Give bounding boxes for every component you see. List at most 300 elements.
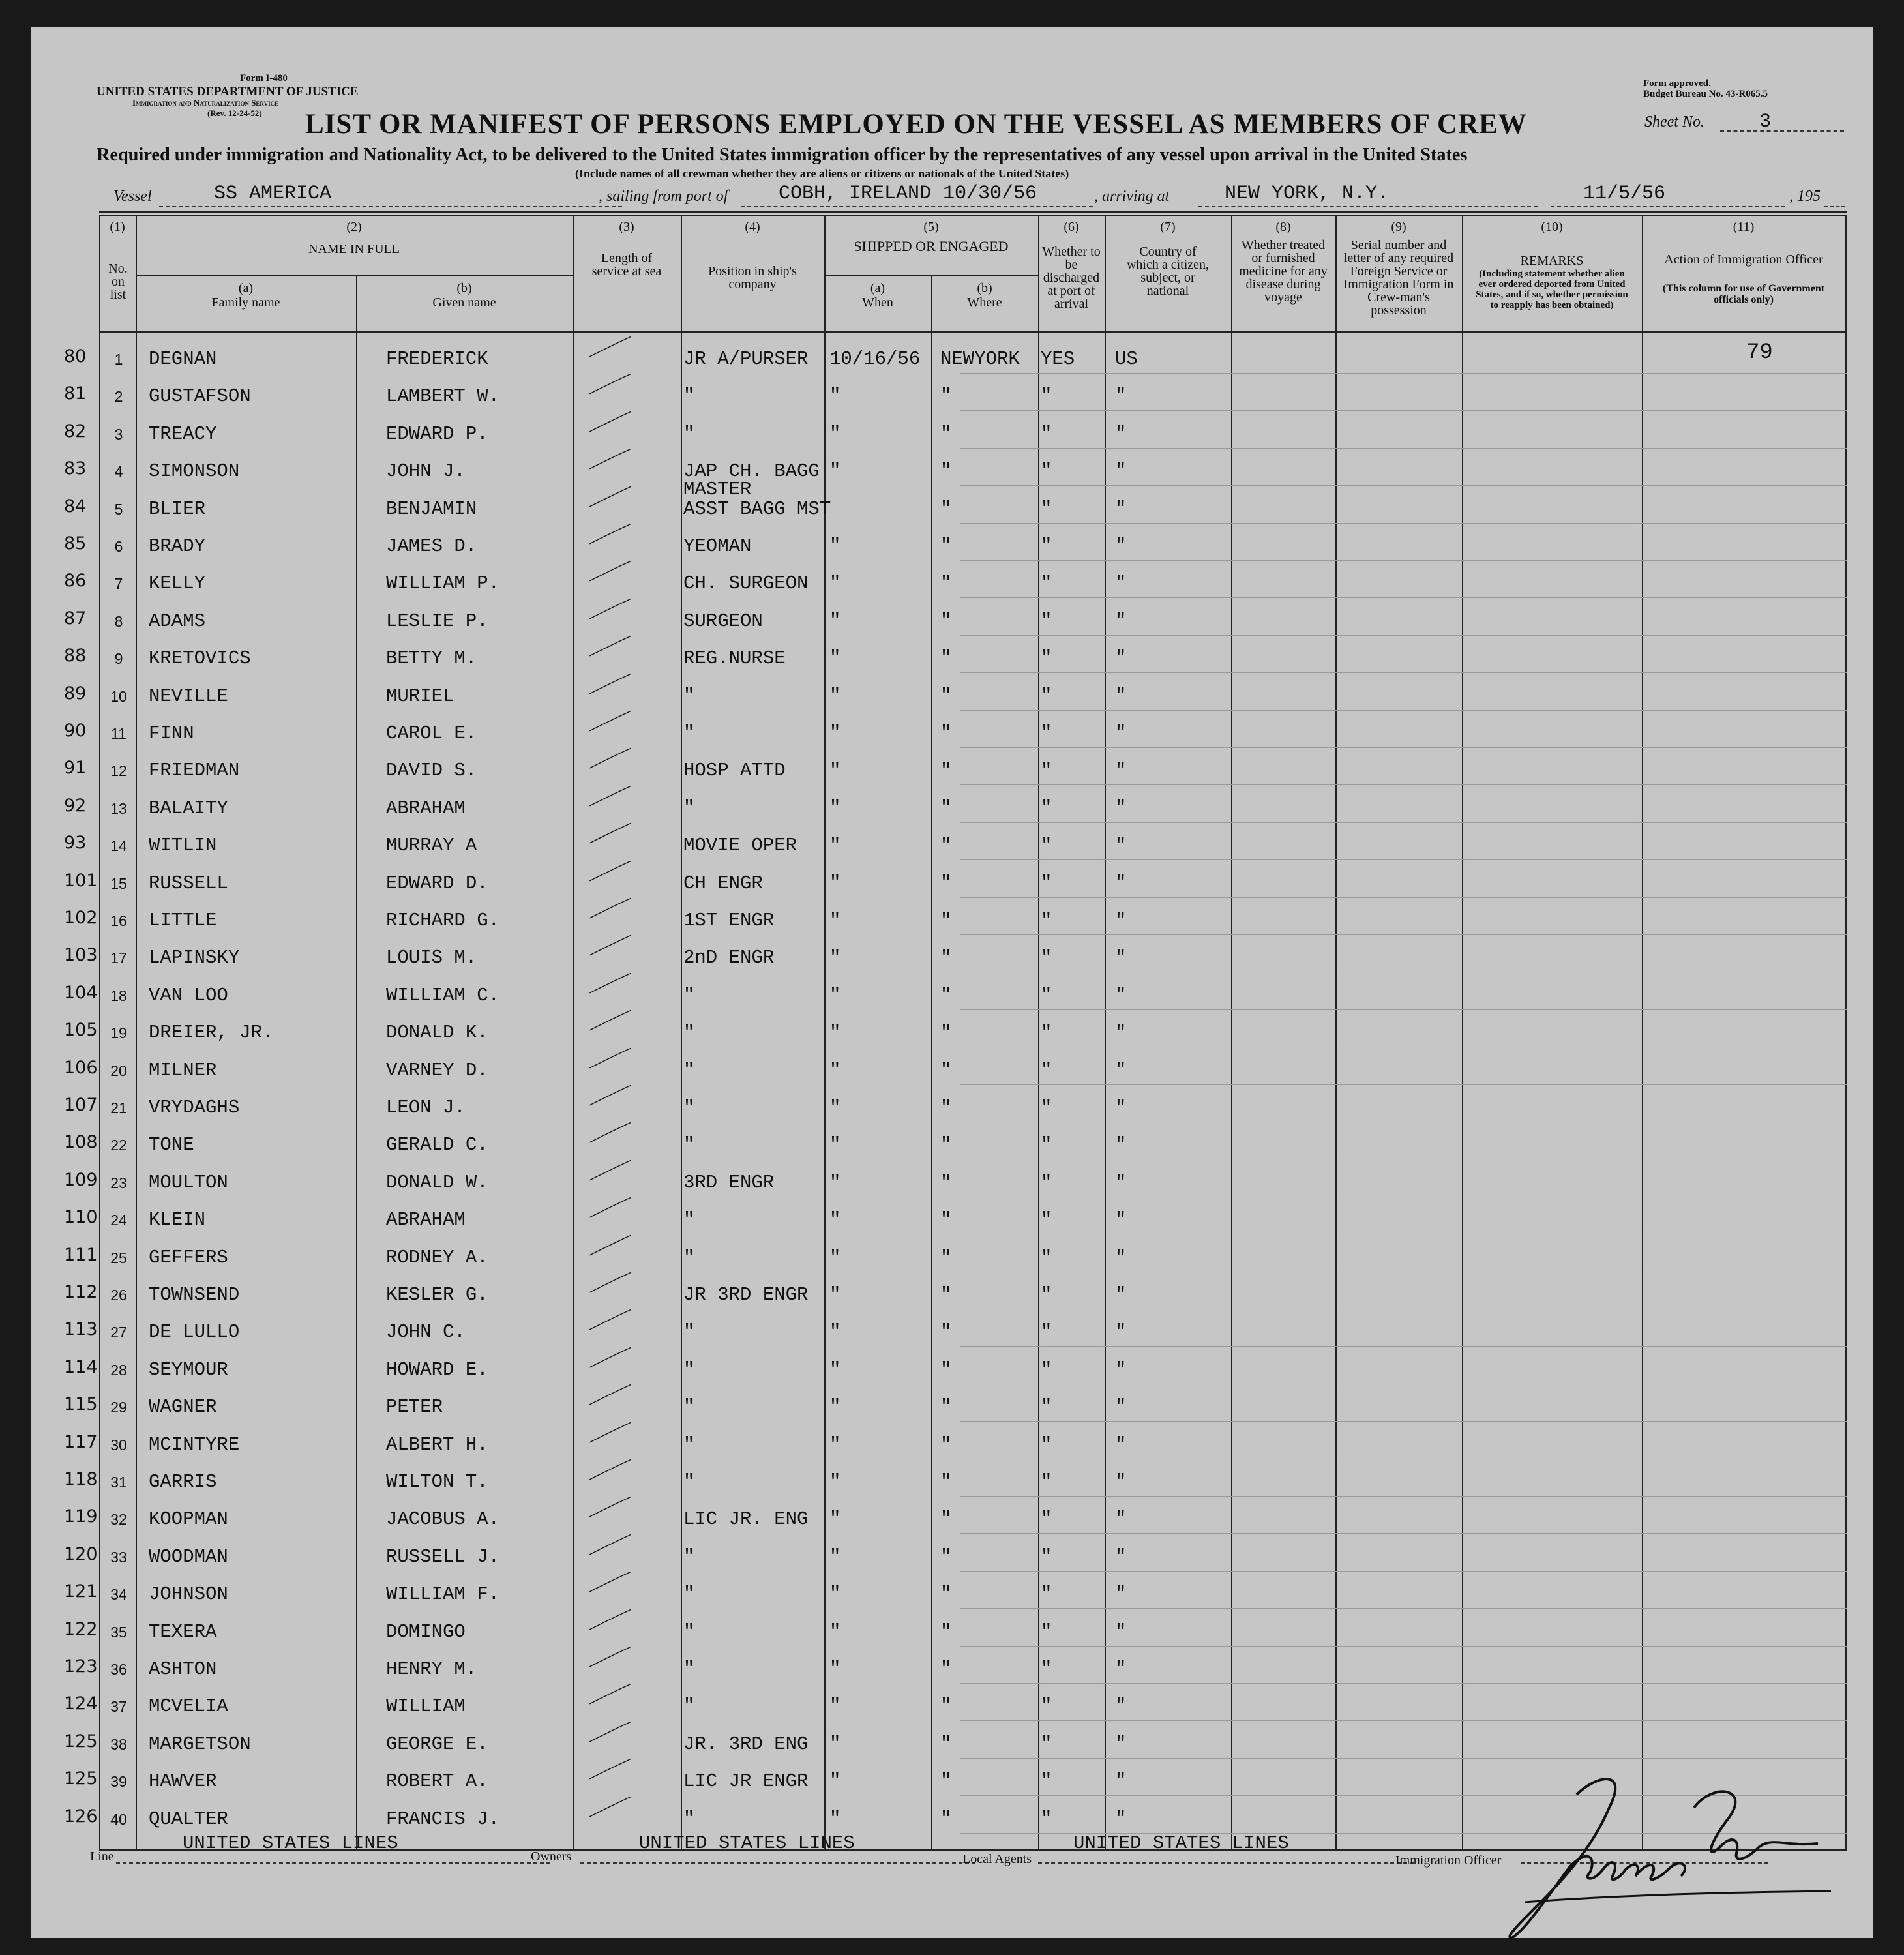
service-tick-mark: [571, 1346, 649, 1368]
cell-discharge: ": [1041, 1396, 1052, 1418]
vessel-label: Vessel: [113, 188, 152, 205]
cell-when: ": [829, 460, 841, 483]
cell-family: KRETOVICS: [149, 648, 251, 670]
cell-discharge: ": [1041, 1545, 1052, 1568]
cell-where: ": [940, 1059, 952, 1081]
vessel-name: SS AMERICA: [214, 183, 332, 205]
cell-position: JR. 3RD ENG: [683, 1733, 809, 1755]
cell-where: ": [940, 648, 952, 670]
service-tick-mark: [571, 410, 649, 432]
col5a-number: (a): [870, 281, 885, 295]
cell-discharge: ": [1041, 423, 1052, 445]
col2a-header: Family name: [211, 295, 280, 310]
cell-discharge: ": [1041, 984, 1052, 1006]
list-number: 12: [110, 762, 127, 780]
col3-header: Length of service at sea: [591, 251, 662, 278]
cell-where: ": [940, 573, 952, 595]
cell-family: GEFFERS: [149, 1246, 228, 1268]
service-tick-mark: [571, 1458, 649, 1480]
cell-discharge: ": [1041, 1695, 1052, 1718]
cell-given: ALBERT H.: [386, 1433, 488, 1455]
cell-when: ": [829, 1695, 841, 1718]
cell-when: ": [829, 423, 841, 445]
handwritten-row-number: 92: [64, 795, 87, 816]
cell-discharge: ": [1041, 1097, 1052, 1118]
cell-when: ": [829, 872, 841, 894]
cell-given: LOUIS M.: [386, 947, 477, 969]
cell-position: 1ST ENGR: [683, 910, 775, 931]
handwritten-row-number: 108: [64, 1132, 98, 1153]
cell-given: EDWARD P.: [386, 423, 488, 445]
col11-note: (This column for use of Government officials only): [1662, 283, 1825, 305]
list-number: 31: [110, 1474, 127, 1491]
col10-title: REMARKS: [1520, 254, 1584, 268]
list-number: 7: [114, 575, 123, 593]
row-rule: [960, 672, 1847, 673]
handwritten-row-number: 104: [64, 982, 98, 1003]
handwritten-row-number: 125: [64, 1731, 98, 1752]
cell-when: ": [829, 1246, 841, 1268]
form-note: (Include names of all crewman whether they are aliens or citizens or nationals of the United States): [575, 167, 1069, 180]
cell-given: WILLIAM: [386, 1695, 466, 1718]
cell-where: ": [940, 1545, 952, 1568]
cell-discharge: ": [1041, 1508, 1052, 1530]
cell-family: BRADY: [149, 535, 206, 557]
handwritten-row-number: 124: [64, 1694, 98, 1714]
cell-given: JAMES D.: [386, 535, 477, 557]
row-rule: [960, 859, 1847, 860]
handwritten-row-number: 114: [64, 1356, 98, 1377]
cell-discharge: ": [1041, 1658, 1052, 1680]
col8-number: (8): [1275, 220, 1291, 234]
cell-given: ROBERT A.: [386, 1770, 488, 1793]
cell-family: JOHNSON: [149, 1583, 228, 1605]
list-number: 30: [110, 1436, 127, 1454]
service-tick-mark: [571, 485, 649, 507]
cell-position: ": [683, 723, 695, 744]
cell-when: ": [829, 535, 841, 557]
col3-number: (3): [619, 220, 634, 234]
cell-discharge: ": [1041, 1433, 1052, 1455]
cell-where: NEWYORK: [940, 348, 1020, 370]
service-tick-mark: [571, 522, 649, 545]
cell-where: ": [940, 835, 952, 857]
service-tick-mark: [571, 747, 649, 769]
table-top-rule: [99, 211, 1847, 213]
cell-family: TEXERA: [149, 1620, 217, 1643]
cell-country: ": [1115, 385, 1127, 408]
cell-when: ": [829, 835, 841, 857]
cell-given: JOHN C.: [386, 1321, 466, 1343]
handwritten-row-number: 83: [64, 458, 87, 479]
cell-given: VARNEY D.: [386, 1059, 488, 1081]
cell-discharge: ": [1041, 1171, 1052, 1193]
handwritten-row-number: 119: [64, 1506, 98, 1527]
service-tick-mark: [571, 1159, 649, 1181]
service-tick-mark: [571, 560, 649, 582]
cell-country: ": [1115, 460, 1127, 483]
row-rule: [960, 597, 1847, 598]
cell-discharge: ": [1041, 535, 1052, 557]
list-number: 15: [110, 874, 127, 892]
cell-given: DONALD K.: [386, 1022, 488, 1044]
list-number: 38: [110, 1735, 127, 1753]
list-number: 13: [110, 799, 127, 817]
col2a-number: (a): [238, 281, 254, 295]
cell-family: ASHTON: [149, 1658, 217, 1680]
row-rule: [960, 1533, 1847, 1534]
list-number: 4: [114, 463, 123, 481]
col4-number: (4): [745, 220, 760, 234]
service-tick-mark: [571, 335, 649, 357]
cell-country: ": [1115, 1808, 1127, 1830]
service-tick-mark: [571, 1009, 649, 1031]
department-name: UNITED STATES DEPARTMENT OF JUSTICE: [97, 85, 359, 98]
cell-country: ": [1115, 1733, 1127, 1755]
cell-position: ": [683, 1209, 695, 1231]
col11-number: (11): [1733, 220, 1755, 234]
cell-discharge: ": [1041, 610, 1052, 632]
cell-when: ": [829, 1209, 841, 1231]
cell-given: DAVID S.: [386, 760, 477, 782]
cell-country: ": [1115, 872, 1127, 894]
row-rule: [960, 1608, 1847, 1609]
cell-position: LIC JR ENGR: [683, 1770, 809, 1793]
cell-discharge: ": [1041, 797, 1052, 819]
cell-country: ": [1115, 797, 1127, 819]
cell-where: ": [940, 1246, 952, 1268]
cell-given: KESLER G.: [386, 1284, 488, 1306]
cell-given: BETTY M.: [386, 648, 477, 670]
cell-country: ": [1115, 610, 1127, 632]
col9-number: (9): [1391, 220, 1406, 234]
handwritten-row-number: 110: [64, 1207, 98, 1228]
cell-when: ": [829, 1171, 841, 1193]
service-tick-mark: [571, 1047, 649, 1069]
cell-where: ": [940, 910, 952, 931]
cell-country: ": [1115, 1358, 1127, 1380]
service-tick-mark: [571, 1682, 649, 1705]
cell-country: ": [1115, 685, 1127, 707]
cell-country: ": [1115, 1471, 1127, 1493]
cell-country: ": [1115, 1396, 1127, 1418]
owners-value: UNITED STATES LINES: [639, 1832, 855, 1854]
cell-family: WOODMAN: [149, 1545, 228, 1568]
service-tick-mark: [571, 1645, 649, 1667]
list-number: 1: [114, 351, 123, 368]
cell-position: ": [683, 1583, 695, 1605]
cell-where: ": [940, 1134, 952, 1156]
cell-country: ": [1115, 984, 1127, 1006]
cell-given: WILLIAM C.: [386, 984, 500, 1006]
sailing-label: , sailing from port of: [599, 188, 728, 205]
list-number: 20: [110, 1062, 127, 1079]
header-bottom-rule: [99, 331, 1847, 333]
cell-where: ": [940, 1695, 952, 1718]
cell-family: ADAMS: [149, 610, 206, 632]
list-number: 9: [114, 650, 123, 668]
cell-position: ": [683, 1695, 695, 1718]
cell-where: ": [940, 872, 952, 894]
cell-country: ": [1115, 1059, 1127, 1081]
cell-country: ": [1115, 1246, 1127, 1268]
cell-position: 2nD ENGR: [683, 947, 775, 969]
handwritten-row-number: 82: [64, 421, 87, 441]
handwritten-row-number: 122: [64, 1619, 98, 1639]
cell-position: ": [683, 797, 695, 819]
cell-where: ": [940, 723, 952, 744]
cell-when: ": [829, 648, 841, 670]
cell-discharge: ": [1041, 1733, 1052, 1755]
cell-where: ": [940, 797, 952, 819]
cell-given: ABRAHAM: [386, 797, 466, 819]
cell-country: ": [1115, 423, 1127, 445]
service-tick-mark: [571, 447, 649, 470]
cell-family: MCINTYRE: [149, 1433, 240, 1455]
cell-family: GUSTAFSON: [149, 385, 251, 408]
list-number: 11: [111, 725, 126, 742]
handwritten-row-number: 87: [64, 608, 87, 629]
cell-when: ": [829, 685, 841, 707]
handwritten-row-number: 120: [64, 1544, 98, 1564]
handwritten-row-number: 80: [64, 346, 87, 366]
cell-position: REG.NURSE: [683, 648, 786, 670]
cell-given: HENRY M.: [386, 1658, 477, 1680]
service-tick-mark: [571, 1757, 649, 1780]
list-number: 32: [110, 1511, 127, 1529]
handwritten-row-number: 90: [64, 721, 87, 741]
cell-when: ": [829, 984, 841, 1006]
cell-family: SIMONSON: [149, 460, 240, 483]
service-tick-mark: [571, 597, 649, 619]
row-rule: [960, 1084, 1847, 1085]
cell-when: ": [829, 1396, 841, 1418]
cell-given: LAMBERT W.: [386, 385, 500, 408]
handwritten-row-number: 91: [64, 758, 87, 779]
handwritten-row-number: 107: [64, 1095, 98, 1115]
cell-when: ": [829, 1658, 841, 1680]
service-tick-mark: [571, 784, 649, 807]
cell-position: HOSP ATTD: [683, 760, 786, 782]
cell-discharge: YES: [1041, 348, 1075, 370]
cell-position: JAP CH. BAGG: [683, 460, 820, 483]
cell-when: ": [829, 610, 841, 632]
sailing-port: COBH, IRELAND 10/30/56: [779, 183, 1037, 205]
col2-number: (2): [346, 220, 362, 234]
cell-family: BALAITY: [149, 797, 228, 819]
agents-value: UNITED STATES LINES: [1073, 1832, 1289, 1854]
cell-family: MARGETSON: [149, 1733, 251, 1755]
cell-country: ": [1115, 947, 1127, 969]
handwritten-row-number: 123: [64, 1656, 98, 1677]
cell-family: GARRIS: [149, 1471, 217, 1493]
cell-family: BLIER: [149, 498, 206, 520]
cell-position: CH ENGR: [683, 872, 763, 894]
col10-header: (Including statement whether alien ever ordered deported from United States, and if so, whether permission to reapply has been obtained): [1476, 269, 1628, 310]
cell-given: MURRAY A: [386, 835, 477, 857]
cell-when: ": [829, 1545, 841, 1568]
cell-discharge: ": [1041, 760, 1052, 782]
cell-position-line2: MASTER: [683, 479, 752, 501]
cell-discharge: ": [1041, 385, 1052, 408]
sheet-number: 3: [1759, 111, 1772, 133]
form-title: LIST OR MANIFEST OF PERSONS EMPLOYED ON THE VESSEL AS MEMBERS OF CREW: [305, 109, 1527, 140]
cell-where: ": [940, 1808, 952, 1830]
cell-where: ": [940, 1583, 952, 1605]
list-number: 16: [110, 912, 127, 929]
cell-given: RICHARD G.: [386, 910, 500, 931]
cell-discharge: ": [1041, 685, 1052, 707]
cell-where: ": [940, 1471, 952, 1493]
handwritten-row-number: 84: [64, 496, 87, 516]
list-number: 27: [110, 1324, 127, 1341]
cell-family: HAWVER: [149, 1770, 217, 1793]
list-number: 34: [110, 1586, 127, 1604]
cell-discharge: ": [1041, 1246, 1052, 1268]
list-number: 18: [110, 987, 127, 1004]
cell-discharge: ": [1041, 1471, 1052, 1493]
handwritten-row-number: 86: [64, 571, 87, 591]
cell-country: ": [1115, 1209, 1127, 1231]
cell-family: KOOPMAN: [149, 1508, 228, 1530]
cell-when: ": [829, 1620, 841, 1643]
list-number: 37: [110, 1698, 127, 1716]
cell-when: ": [829, 1508, 841, 1530]
cell-position: ": [683, 1321, 695, 1343]
row-rule: [960, 1009, 1847, 1010]
handwritten-row-number: 112: [64, 1282, 98, 1302]
cell-country: ": [1115, 1097, 1127, 1118]
cell-given: WILTON T.: [386, 1471, 488, 1493]
cell-family: QUALTER: [149, 1808, 228, 1830]
row-rule: [960, 747, 1847, 748]
handwritten-row-number: 109: [64, 1169, 98, 1190]
list-number: 24: [110, 1212, 127, 1229]
cell-given: ABRAHAM: [386, 1209, 466, 1231]
cell-family: FRIEDMAN: [149, 760, 240, 782]
cell-family: MCVELIA: [149, 1695, 228, 1718]
row-rule: [960, 1346, 1847, 1347]
cell-country: ": [1115, 1321, 1127, 1343]
list-number: 25: [110, 1249, 127, 1266]
cell-position: ": [683, 423, 695, 445]
cell-where: ": [940, 1620, 952, 1643]
cell-position: SURGEON: [683, 610, 763, 632]
service-tick-mark: [571, 1196, 649, 1218]
cell-where: ": [940, 498, 952, 520]
handwritten-row-number: 88: [64, 646, 87, 666]
cell-given: LESLIE P.: [386, 610, 488, 632]
col6-number: (6): [1064, 220, 1079, 234]
row-rule: [960, 485, 1847, 486]
handwritten-row-number: 126: [64, 1806, 98, 1827]
col5-number: (5): [923, 220, 939, 234]
handwritten-row-number: 85: [64, 533, 87, 554]
col5b-header: Where: [967, 295, 1002, 310]
handwritten-row-number: 125: [64, 1768, 98, 1789]
arriving-port: NEW YORK, N.Y.: [1225, 183, 1390, 205]
cell-family: FINN: [149, 723, 194, 744]
cell-position: ": [683, 685, 695, 707]
cell-given: FREDERICK: [386, 348, 488, 370]
cell-given: BENJAMIN: [386, 498, 477, 520]
cell-when: ": [829, 723, 841, 744]
cell-country: ": [1115, 1695, 1127, 1718]
cell-position: ": [683, 1134, 695, 1156]
owners-label: Owners: [531, 1849, 572, 1864]
handwritten-row-number: 103: [64, 945, 98, 966]
row-rule: [960, 1646, 1847, 1647]
cell-where: ": [940, 760, 952, 782]
list-number: 5: [114, 500, 123, 518]
cell-position: ": [683, 1358, 695, 1380]
cell-when: ": [829, 1022, 841, 1044]
cell-discharge: ": [1041, 723, 1052, 744]
list-number: 40: [110, 1810, 127, 1828]
handwritten-row-number: 113: [64, 1319, 98, 1340]
cell-when: ": [829, 573, 841, 595]
handwritten-row-number: 106: [64, 1057, 98, 1078]
row-rule: [960, 934, 1847, 935]
row-rule: [960, 448, 1847, 449]
cell-country: ": [1115, 573, 1127, 595]
service-tick-mark: [571, 672, 649, 694]
cell-position: ": [683, 1097, 695, 1118]
cell-when: ": [829, 385, 841, 408]
cell-position: ": [683, 1022, 695, 1044]
cell-where: ": [940, 1508, 952, 1530]
row-rule: [960, 822, 1847, 823]
cell-where: ": [940, 1097, 952, 1118]
cell-where: ": [940, 1284, 952, 1306]
list-number: 3: [114, 425, 123, 443]
col9-header: Serial number and letter of any required Foreign Service or Immigration Form in Crew-man's possession: [1343, 238, 1454, 318]
cell-when: ": [829, 760, 841, 782]
form-number: Form I-480: [240, 73, 288, 83]
cell-position: ASST BAGG MST: [683, 498, 831, 520]
cell-discharge: ": [1041, 573, 1052, 595]
cell-where: ": [940, 1358, 952, 1380]
cell-given: DONALD W.: [386, 1171, 488, 1193]
handwritten-row-number: 118: [64, 1469, 98, 1489]
cell-position: ": [683, 1620, 695, 1643]
cell-given: WILLIAM F.: [386, 1583, 500, 1605]
cell-given: LEON J.: [386, 1097, 466, 1118]
cell-discharge: ": [1041, 1321, 1052, 1343]
cell-given: JACOBUS A.: [386, 1508, 500, 1530]
service-tick-mark: [571, 1608, 649, 1630]
list-number: 29: [110, 1399, 127, 1416]
cell-when: ": [829, 1770, 841, 1793]
col10-number: (10): [1541, 220, 1563, 234]
cell-given: FRANCIS J.: [386, 1808, 500, 1830]
cell-country: ": [1115, 835, 1127, 857]
cell-given: CAROL E.: [386, 723, 477, 744]
cell-when: ": [829, 1284, 841, 1306]
row-rule: [960, 784, 1847, 785]
cell-country: US: [1115, 348, 1138, 370]
cell-where: ": [940, 460, 952, 483]
cell-discharge: ": [1041, 1583, 1052, 1605]
line-value: UNITED STATES LINES: [183, 1832, 398, 1854]
row-rule: [960, 1683, 1847, 1684]
cell-family: WITLIN: [149, 835, 217, 857]
cell-where: ": [940, 1321, 952, 1343]
cell-country: ": [1115, 648, 1127, 670]
col2b-number: (b): [456, 281, 472, 295]
cell-given: PETER: [386, 1396, 443, 1418]
cell-family: LITTLE: [149, 910, 217, 931]
